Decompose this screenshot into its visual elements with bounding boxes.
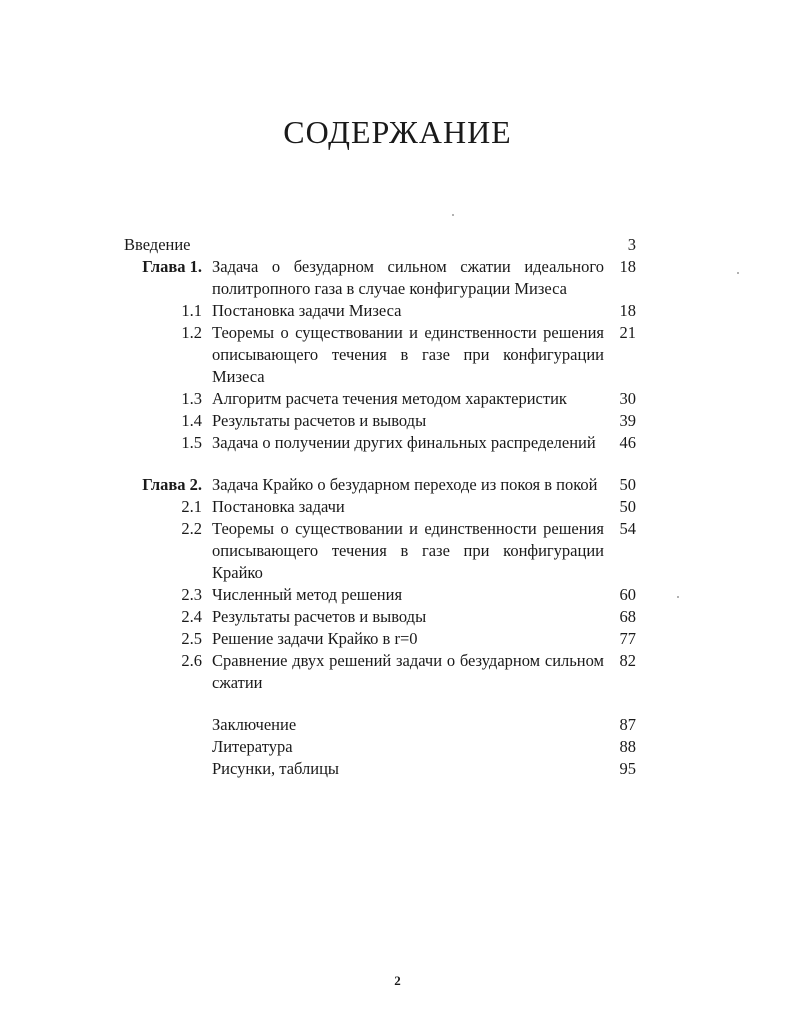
- toc-entry-1-1[interactable]: [124, 300, 636, 322]
- toc-entry-title: Задача о безударном сильном сжатии идеального политропного газа в случае конфигурации Мизеса: [212, 257, 604, 298]
- toc-entry-number: 1.3: [181, 389, 202, 408]
- toc-entry-chapter-2[interactable]: [124, 474, 636, 496]
- toc-entry-1-5[interactable]: [124, 432, 636, 454]
- toc-entry-title: Решение задачи Крайко в r=0: [212, 629, 418, 648]
- toc-entry-number: 2.4: [181, 607, 202, 626]
- toc-entry-title: Численный метод решения: [212, 585, 403, 604]
- toc-entry-page: 88: [619, 737, 636, 756]
- toc-entry-number: 2.2: [181, 519, 202, 538]
- toc-entry-page: 3: [627, 235, 636, 254]
- scan-speck: [737, 272, 739, 274]
- toc-entry-page: 30: [619, 389, 636, 408]
- toc-entry-1-2[interactable]: [124, 322, 636, 388]
- toc-entry-2-1[interactable]: [124, 496, 636, 518]
- toc-entry-title: Рисунки, таблицы: [212, 759, 339, 778]
- toc-entry-title: Теоремы о существовании и единственности решения описывающего течения в газе при конфигурации Мизеса: [212, 323, 604, 386]
- toc-entry-number: 2.6: [181, 651, 202, 670]
- toc-entry-2-6[interactable]: [124, 650, 636, 694]
- toc-entry-title: Сравнение двух решений задачи о безударном сильном сжатии: [212, 651, 604, 692]
- toc-entry-page: 18: [619, 301, 636, 320]
- toc-entry-1-3[interactable]: [124, 388, 636, 410]
- toc-entry-1-4[interactable]: [124, 410, 636, 432]
- toc-entry-page: 50: [619, 475, 636, 494]
- toc-entry-number: 1.2: [181, 323, 202, 342]
- toc-entry-page: 68: [619, 607, 636, 626]
- toc-entry-2-2[interactable]: [124, 518, 636, 584]
- toc-entry-title: Результаты расчетов и выводы: [212, 607, 427, 626]
- toc-entry-page: 18: [619, 257, 636, 276]
- toc-entry-2-4[interactable]: [124, 606, 636, 628]
- toc-entry-page: 82: [619, 651, 636, 670]
- toc-entry-page: 77: [619, 629, 636, 648]
- toc-entry-number: 2.1: [181, 497, 202, 516]
- toc-entry-number: 2.5: [181, 629, 202, 648]
- toc-entry-chapter-1[interactable]: [124, 256, 636, 300]
- toc-entry-conclusion[interactable]: [124, 714, 636, 736]
- page-number: 2: [394, 973, 401, 988]
- toc-entry-title: Теоремы о существовании и единственности решения описывающего течения в газе при конфигурации Крайко: [212, 519, 604, 582]
- toc-entry-page: 54: [619, 519, 636, 538]
- toc-entry-title: Алгоритм расчета течения методом характеристик: [212, 389, 567, 408]
- toc-entry-page: 60: [619, 585, 636, 604]
- toc-entry-number: 1.4: [181, 411, 202, 430]
- toc-entry-figures-tables[interactable]: [124, 758, 636, 780]
- toc-entry-number: Глава 2.: [142, 475, 202, 494]
- toc-entry-title: Задача Крайко о безударном переходе из покоя в покой: [212, 475, 598, 494]
- toc-entry-2-5[interactable]: [124, 628, 636, 650]
- toc-entry-title: Постановка задачи Мизеса: [212, 301, 402, 320]
- toc-entry-number: 2.3: [181, 585, 202, 604]
- table-of-contents: [124, 234, 636, 780]
- toc-entry-page: 87: [619, 715, 636, 734]
- toc-entry-number: 1.1: [181, 301, 202, 320]
- toc-entry-label: Введение: [124, 235, 191, 254]
- toc-entry-page: 46: [619, 433, 636, 452]
- toc-entry-number: Глава 1.: [142, 257, 202, 276]
- scan-speck: [452, 214, 454, 216]
- toc-entry-title: Заключение: [212, 715, 297, 734]
- toc-entry-page: 50: [619, 497, 636, 516]
- toc-entry-2-3[interactable]: [124, 584, 636, 606]
- toc-entry-page: 39: [619, 411, 636, 430]
- scan-speck: [677, 596, 679, 598]
- toc-entry-references[interactable]: [124, 736, 636, 758]
- toc-entry-page: 21: [619, 323, 636, 342]
- toc-entry-introduction[interactable]: [124, 234, 636, 256]
- toc-entry-title: Литература: [212, 737, 293, 756]
- toc-entry-title: Результаты расчетов и выводы: [212, 411, 427, 430]
- toc-entry-title: Задача о получении других финальных распределений: [212, 433, 596, 452]
- toc-entry-title: Постановка задачи: [212, 497, 345, 516]
- page-title: СОДЕРЖАНИЕ: [283, 114, 512, 150]
- toc-entry-number: 1.5: [181, 433, 202, 452]
- toc-entry-page: 95: [619, 759, 636, 778]
